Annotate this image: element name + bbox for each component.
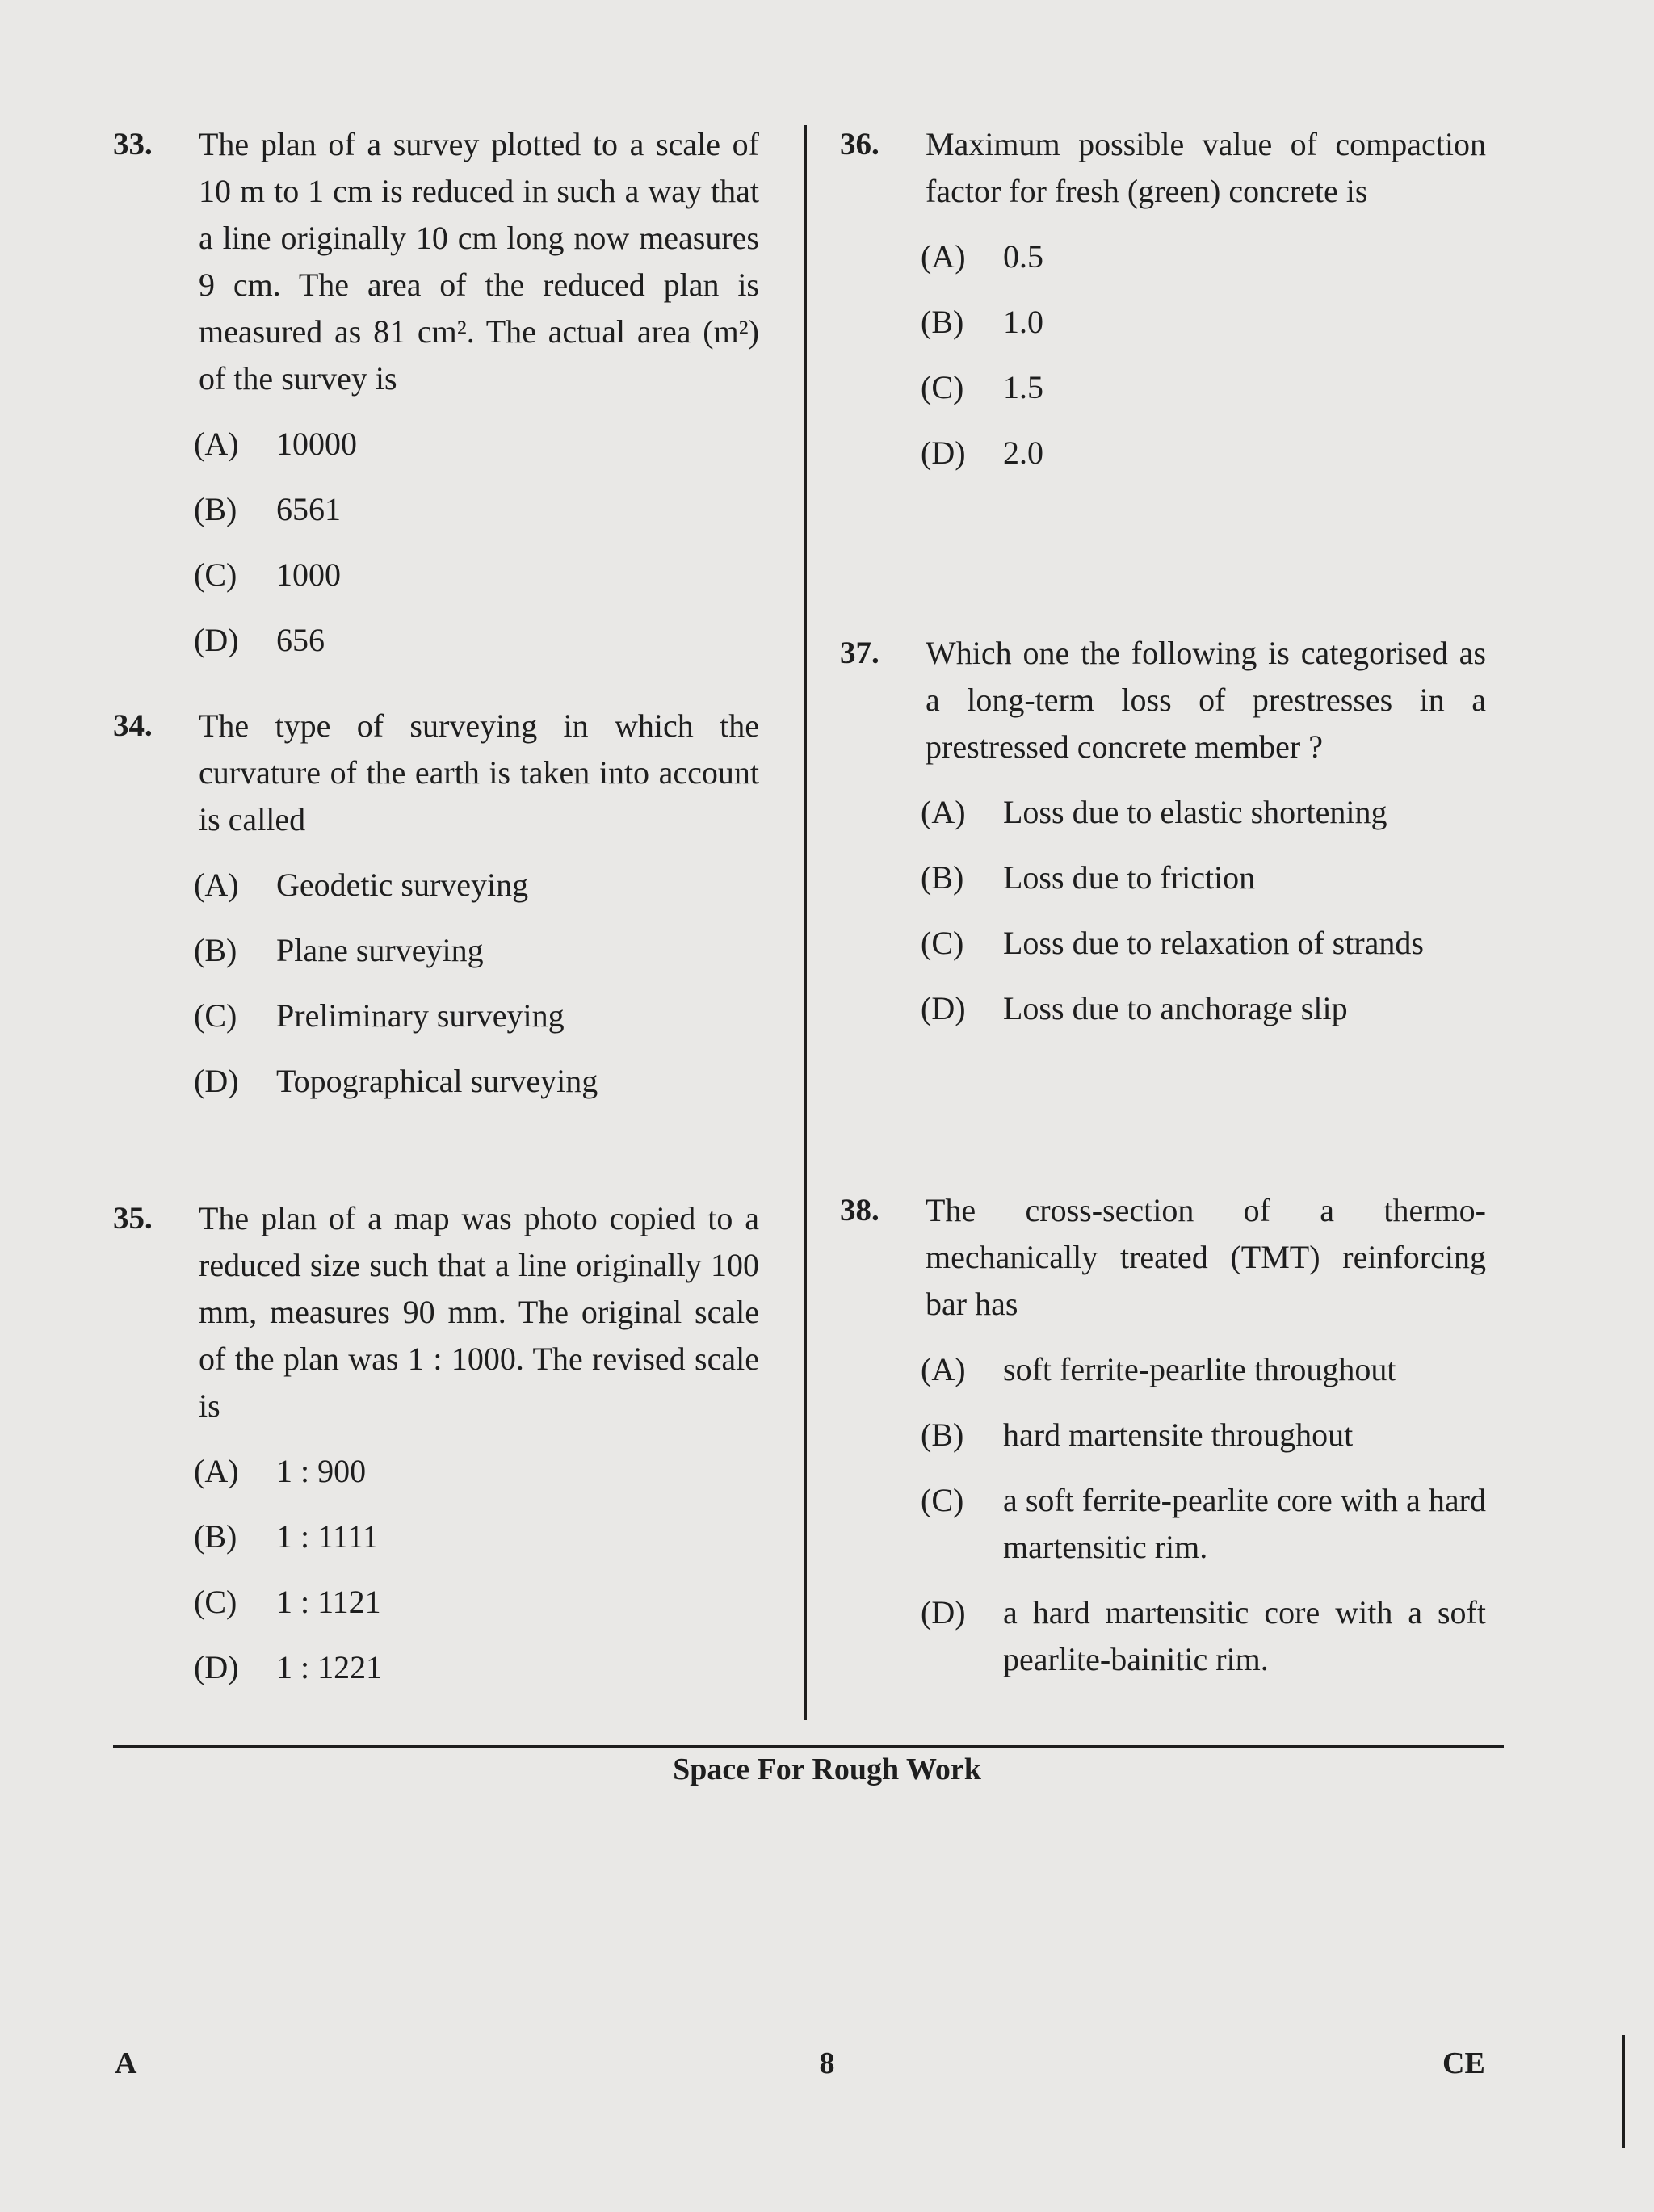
option-label: (C) xyxy=(194,1584,237,1620)
option-label: (B) xyxy=(921,304,964,340)
option-text: 1 : 1221 xyxy=(276,1649,383,1685)
option-list xyxy=(921,789,1486,1032)
option-list xyxy=(194,862,759,1105)
question-36 xyxy=(840,121,1486,476)
option-text: 656 xyxy=(276,622,325,658)
option-label: (A) xyxy=(921,238,966,275)
option-label: (A) xyxy=(921,1351,966,1387)
option-b xyxy=(194,927,759,974)
option-d xyxy=(194,1644,759,1691)
option-a xyxy=(194,862,759,909)
option-label: (D) xyxy=(194,622,239,658)
option-label: (B) xyxy=(194,932,237,968)
option-b xyxy=(194,486,759,533)
option-text: Loss due to friction xyxy=(1003,859,1256,896)
booklet-series: A xyxy=(115,2046,137,2080)
option-text: 1000 xyxy=(276,556,341,593)
option-b xyxy=(921,1412,1486,1459)
option-c xyxy=(194,552,759,598)
option-b xyxy=(921,299,1486,346)
question-37 xyxy=(840,630,1486,1032)
option-text: Loss due to elastic shortening xyxy=(1003,794,1387,830)
question-text: Maximum possible value of compaction factor for fresh (green) concrete is xyxy=(926,126,1486,209)
option-text: Preliminary surveying xyxy=(276,997,565,1034)
option-b xyxy=(921,854,1486,901)
option-a xyxy=(194,1448,759,1495)
question-number: 36. xyxy=(840,127,879,162)
option-text: 1.5 xyxy=(1003,369,1043,405)
option-label: (B) xyxy=(921,1417,964,1453)
question-number: 35. xyxy=(113,1201,153,1236)
option-label: (D) xyxy=(921,1594,966,1631)
option-label: (D) xyxy=(194,1649,239,1685)
option-text: 1 : 900 xyxy=(276,1453,367,1489)
question-text: The plan of a survey plotted to a scale of 10 m to 1 cm is reduced in such a way that a line originally 10 cm long now measures 9 cm. The area of the reduced plan is measured as 81 cm². The actual area (m²) of the survey is xyxy=(199,126,759,397)
option-label: (C) xyxy=(921,369,964,405)
option-list xyxy=(921,233,1486,476)
option-label: (C) xyxy=(194,556,237,593)
option-text: 1.0 xyxy=(1003,304,1043,340)
column-divider xyxy=(804,125,807,1720)
option-d xyxy=(194,1058,759,1105)
option-label: (D) xyxy=(194,1063,239,1099)
option-label: (A) xyxy=(194,426,239,462)
option-text: Geodetic surveying xyxy=(276,867,529,903)
option-label: (B) xyxy=(194,491,237,527)
page-edge-mark xyxy=(1622,2035,1625,2148)
option-c xyxy=(921,1477,1486,1571)
question-text: The plan of a map was photo copied to a reduced size such that a line originally 100 mm, measures 90 mm. The original scale of the plan was 1 : 1000. The revised scale is xyxy=(199,1200,759,1424)
option-text: 0.5 xyxy=(1003,238,1043,275)
option-c xyxy=(194,1579,759,1626)
option-text: 1 : 1111 xyxy=(276,1518,379,1555)
option-list xyxy=(921,1346,1486,1683)
question-34 xyxy=(113,703,759,1105)
option-text: 6561 xyxy=(276,491,341,527)
subject-code: CE xyxy=(1442,2046,1485,2080)
option-text: Loss due to relaxation of strands xyxy=(1003,925,1424,961)
question-number: 34. xyxy=(113,708,153,743)
question-number: 38. xyxy=(840,1193,879,1228)
option-label: (C) xyxy=(194,997,237,1034)
option-label: (C) xyxy=(921,1482,964,1518)
option-c xyxy=(921,364,1486,411)
question-text: The type of surveying in which the curvature of the earth is taken into account is called xyxy=(199,707,759,837)
question-38 xyxy=(840,1187,1486,1683)
option-text: a hard martensitic core with a soft pearlite-bainitic rim. xyxy=(1003,1594,1486,1677)
option-text: 10000 xyxy=(276,426,357,462)
option-a xyxy=(921,789,1486,836)
option-c xyxy=(194,993,759,1039)
option-b xyxy=(194,1513,759,1560)
option-list xyxy=(194,421,759,664)
option-label: (A) xyxy=(194,1453,239,1489)
option-label: (B) xyxy=(194,1518,237,1555)
question-35 xyxy=(113,1195,759,1691)
option-label: (B) xyxy=(921,859,964,896)
option-text: 2.0 xyxy=(1003,434,1043,471)
option-text: 1 : 1121 xyxy=(276,1584,381,1620)
option-label: (C) xyxy=(921,925,964,961)
option-a xyxy=(194,421,759,468)
option-text: soft ferrite-pearlite throughout xyxy=(1003,1351,1396,1387)
question-33 xyxy=(113,121,759,664)
option-label: (A) xyxy=(921,794,966,830)
option-text: Plane surveying xyxy=(276,932,484,968)
option-label: (D) xyxy=(921,434,966,471)
rough-work-heading: Space For Rough Work xyxy=(673,1752,981,1786)
question-number: 37. xyxy=(840,636,879,670)
question-text: Which one the following is categorised as a long-term loss of prestresses in a prestressed concrete member ? xyxy=(926,635,1486,765)
option-label: (D) xyxy=(921,990,966,1026)
option-text: hard martensite throughout xyxy=(1003,1417,1354,1453)
question-text: The cross-section of a thermo-mechanically treated (TMT) reinforcing bar has xyxy=(926,1192,1486,1322)
option-d xyxy=(921,1589,1486,1683)
question-number: 33. xyxy=(113,127,153,162)
option-text: Loss due to anchorage slip xyxy=(1003,990,1348,1026)
option-d xyxy=(921,985,1486,1032)
option-d xyxy=(921,430,1486,476)
option-a xyxy=(921,1346,1486,1393)
option-text: a soft ferrite-pearlite core with a hard martensitic rim. xyxy=(1003,1482,1486,1565)
option-c xyxy=(921,920,1486,967)
option-list xyxy=(194,1448,759,1691)
option-text: Topographical surveying xyxy=(276,1063,598,1099)
option-label: (A) xyxy=(194,867,239,903)
page-number: 8 xyxy=(819,2046,835,2080)
option-d xyxy=(194,617,759,664)
option-a xyxy=(921,233,1486,280)
